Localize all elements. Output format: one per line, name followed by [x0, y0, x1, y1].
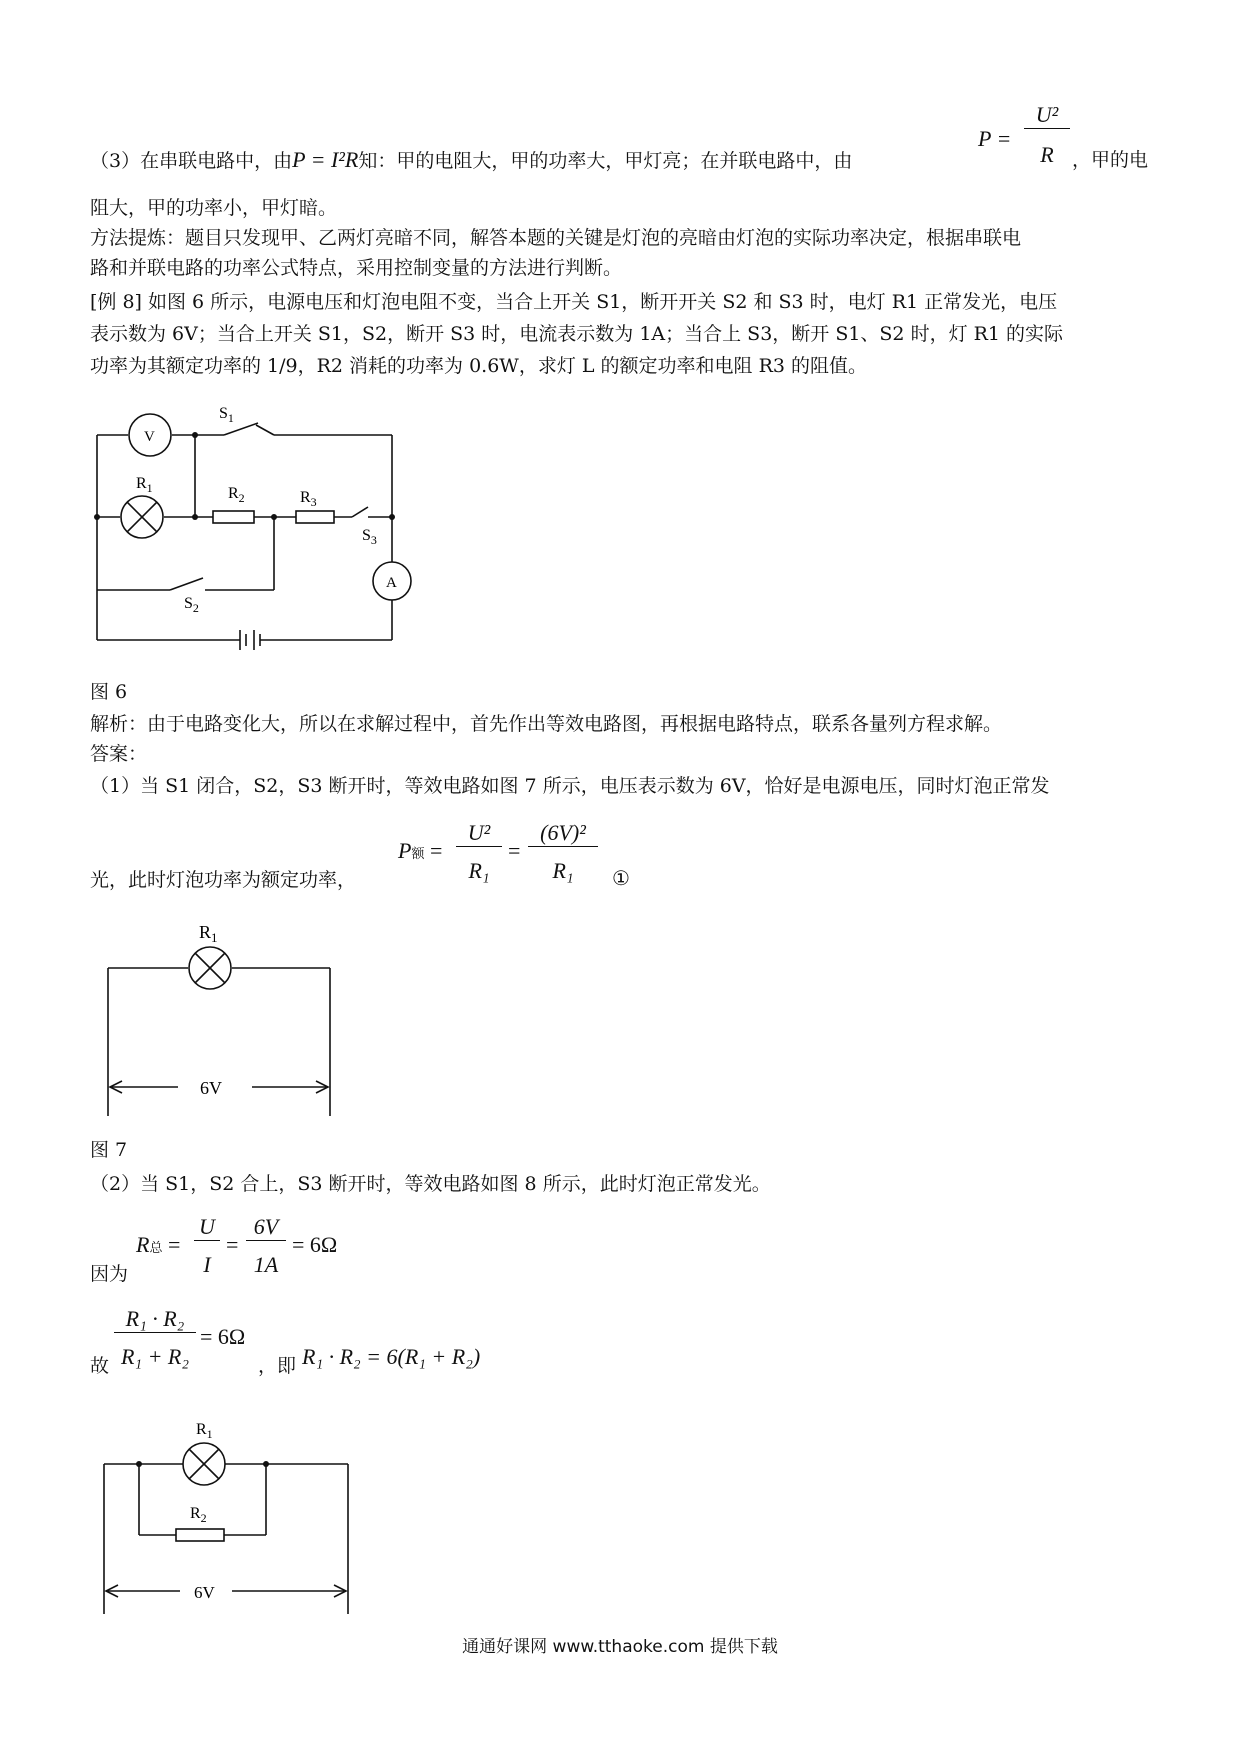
- analysis-text: 解析：由于电路变化大，所以在求解过程中，首先作出等效电路图，再根据电路特点，联系各量列方程求解。: [90, 713, 1003, 735]
- fraction-den: I: [203, 1252, 211, 1277]
- example8-line2: 表示数为 6V；当合上开关 S1，S2，断开 S3 时，电流表示数为 1A；当合上 S3，断开 S1、S2 时，灯 R1 的实际: [90, 323, 1064, 345]
- formula-p-u2r: P =: [978, 126, 1012, 151]
- r3-label: $R_3$: [300, 489, 317, 509]
- r1-label: $R_1$: [136, 475, 153, 495]
- ie-label: ，即: [258, 1355, 297, 1377]
- formula-r-total: R总 =: [136, 1232, 181, 1257]
- fraction-num: (6V)²: [528, 820, 598, 847]
- step1-line2: 光，此时灯泡功率为额定功率，: [90, 869, 357, 891]
- figure-6-circuit: [80, 400, 420, 650]
- fraction-num: U²: [1024, 102, 1070, 129]
- fraction-num: U²: [456, 820, 502, 847]
- s1-label: $S_1$: [219, 405, 234, 425]
- figure-7-circuit: [100, 920, 340, 1120]
- voltage-label: 6V: [194, 1583, 215, 1602]
- equals-sign: =: [508, 838, 521, 863]
- figure-8-circuit: [95, 1410, 365, 1630]
- fraction-num: U: [194, 1214, 220, 1241]
- result-6ohm: = 6Ω: [292, 1232, 338, 1257]
- answer-label: 答案：: [90, 743, 148, 765]
- equals-sign: =: [226, 1232, 239, 1257]
- page-footer: 通通好课网 www.tthaoke.com 提供下载: [462, 1637, 778, 1657]
- example8-line1: [例 8] 如图 6 所示，电源电压和灯泡电阻不变，当合上开关 S1，断开开关 S2 和 S3 时，电灯 R1 正常发光，电压: [90, 291, 1058, 313]
- method-line2: 路和并联电路的功率公式特点，采用控制变量的方法进行判断。: [90, 257, 623, 279]
- step1-line1: （1）当 S1 闭合，S2，S3 断开时，等效电路如图 7 所示，电压表示数为 6V，恰好是电源电压，同时灯泡正常发: [90, 775, 1050, 797]
- example8-line3: 功率为其额定功率的 1/9，R2 消耗的功率为 0.6W，求灯 L 的额定功率和电阻 R3 的阻值。: [90, 355, 868, 377]
- step2-line1: （2）当 S1，S2 合上，S3 断开时，等效电路如图 8 所示，此时灯泡正常发光。: [90, 1173, 771, 1195]
- r1-label: $R_1$: [199, 922, 218, 945]
- ammeter-label: A: [386, 575, 397, 591]
- fraction-den: R: [1040, 142, 1054, 167]
- s2-label: $S_2$: [184, 595, 199, 615]
- result2-6ohm: = 6Ω: [200, 1324, 246, 1349]
- formula-p-rated: P额 =: [398, 838, 443, 863]
- fraction-den: R₁ + R₂: [120, 1344, 190, 1369]
- voltage-label: 6V: [200, 1078, 222, 1098]
- figure-6-caption: 图 6: [90, 681, 128, 703]
- voltmeter-label: V: [144, 429, 155, 445]
- fraction-num: 6V: [246, 1214, 286, 1241]
- so-label: 故: [90, 1355, 110, 1377]
- fraction-den: R₁: [468, 858, 490, 883]
- r1-label: $R_1$: [196, 1421, 213, 1441]
- fraction-num: R₁ · R₂: [114, 1306, 196, 1333]
- para3-line1: （3）在串联电路中，由P = I²R知：甲的电阻大，甲的功率大，甲灯亮；在并联电路中，由: [90, 147, 853, 172]
- because-label: 因为: [90, 1263, 129, 1285]
- equation-mark-1: ①: [612, 868, 630, 890]
- method-line1: 方法提炼：题目只发现甲、乙两灯亮暗不同，解答本题的关键是灯泡的亮暗由灯泡的实际功率决定，根据串联电: [90, 227, 1022, 249]
- figure-7-caption: 图 7: [90, 1139, 128, 1161]
- formula-r1r2: R₁ · R₂ = 6(R₁ + R₂): [302, 1344, 481, 1369]
- fraction-den: R₁: [552, 858, 574, 883]
- s3-label: $S_3$: [362, 527, 377, 547]
- para3-tail: ，甲的电: [1072, 149, 1149, 171]
- fraction-den: 1A: [253, 1252, 279, 1277]
- formula-p-i2r: P = I²R: [292, 147, 359, 172]
- r2-label: $R_2$: [228, 485, 245, 505]
- para3-line2: 阻大，甲的功率小，甲灯暗。: [90, 197, 338, 219]
- r2-label: $R_2$: [190, 1505, 207, 1525]
